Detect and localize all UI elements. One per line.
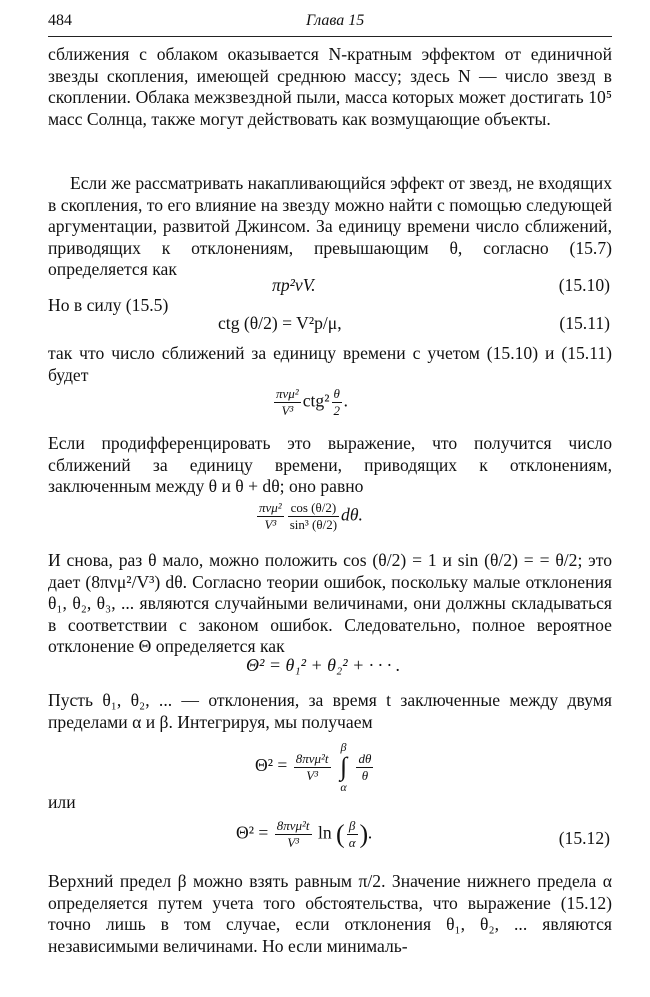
eq-a-ctg: ctg² (302, 390, 330, 411)
equation-15-10-number: (15.10) (558, 275, 610, 295)
eq-1512-num: 8πνμ²t (276, 818, 310, 833)
page-number: 484 (48, 12, 72, 29)
eq-1512-fn: β (347, 818, 358, 835)
eq-1512-end: . (368, 822, 373, 843)
header-rule (48, 36, 612, 37)
paragraph-9: Верхний предел β можно взять равным π/2. Значение нижнего предела α определяется путем учета того обстоятельства, что выражение (15.12) точно лишь в том случае, если отклонения θ₁, θ₂, ... являются независимыми величинами. Но если минималь- (48, 871, 612, 956)
running-header (48, 12, 610, 36)
equation-15-12: Θ² = $\frac{\text{8πνμ²t}}{\text{V³}}$ ln ( $\frac{\beta}{\alpha}$ ). (236, 818, 373, 850)
eq-d-num2: dθ (358, 750, 372, 766)
paragraph-4: так что число сближений за единицу времени с учетом (15.10) и (15.11) будет (48, 343, 612, 385)
paragraph-8: или (48, 792, 76, 812)
eq-a-end: . (344, 390, 349, 411)
equation-integral (255, 740, 375, 794)
eq-b-end: dθ. (341, 504, 363, 525)
equation-15-10 (272, 275, 316, 296)
equation-differential (255, 500, 363, 533)
equation-15-11 (218, 313, 342, 334)
integral-upper-limit: β (340, 740, 347, 754)
eq-a-numerator: πνμ² (276, 386, 299, 401)
integral-symbol-icon: ∫ (339, 752, 348, 781)
eq-1512-den: V³ (287, 835, 300, 850)
equation-15-11-number: (15.11) (559, 313, 610, 333)
eq-d-den: V³ (306, 767, 319, 783)
eq-a-denominator: V³ (281, 403, 294, 418)
integral-sign (340, 740, 347, 794)
eq-d-den2: θ (361, 767, 369, 783)
paragraph-6: И снова, раз θ мало, можно положить cos (θ/2) = 1 и sin (θ/2) = = θ/2; это дает (8πνμ²/V³) dθ. Согласно теории ошибок, поскольку малые отклонения θ₁, θ₂, θ₃, ... являются случайными величинами, они должны складываться в соответствии с законом ошибок. Следовательно, полное вероятное отклонение Θ определяется как (48, 550, 612, 656)
equation-15-11-expr: ctg (θ/2) = V²p/μ, (218, 313, 342, 333)
eq-b-num2: cos (θ/2) (288, 500, 339, 517)
equation-15-10-expr: πp²vV. (272, 275, 316, 295)
eq-b-den1: V³ (264, 517, 277, 532)
equation-ctg-squared (272, 386, 348, 419)
paragraph-5: Если продифференцировать это выражение, что получится число сближений за единицу времени, приводящих к отклонениям, заключенным между θ и θ + dθ; оно равно (48, 433, 612, 496)
eq-b-num1: πνμ² (259, 500, 282, 515)
eq-d-num: 8πνμ²t (295, 750, 329, 766)
paragraph-7: Пусть θ₁, θ₂, ... — отклонения, за время t заключенные между двумя пределами α и β. Интегрируя, мы получаем (48, 690, 612, 732)
eq-d-lhs: Θ² = (255, 755, 288, 776)
paragraph-1: сближения с облаком оказывается N-кратным эффектом от единичной звезды скопления, имеющей среднюю массу; здесь N — число звезд в скоплении. Облака межзвездной пыли, масса которых может достигать 10⁵ масс Солнца, также могут действовать как возмущающие объекты. (48, 44, 612, 129)
equation-theta-sum: Θ² = θ₁² + θ₂² + · · · . (246, 655, 401, 675)
integral-lower-limit: α (340, 780, 347, 794)
eq-1512-ln: ln (317, 822, 332, 843)
paragraph-3: Но в силу (15.5) (48, 295, 169, 315)
eq-1512-fd: α (348, 835, 356, 850)
eq-a-two: 2 (333, 403, 340, 418)
eq-b-den2: sin³ (θ/2) (289, 517, 338, 532)
eq-a-theta: θ (332, 386, 343, 403)
chapter-title: Глава 15 (306, 12, 365, 29)
paragraph-2: Если же рассматривать накапливающийся эффект от звезд, не входящих в скопления, то его влияние на звезду можно найти с помощью следующей аргументации, развитой Джинсом. За единицу времени число сближений, приводящих к отклонениям, превышающим θ, согласно (15.7) определяется как (48, 173, 612, 279)
equation-15-12-number: (15.12) (558, 828, 610, 848)
eq-1512-lhs: Θ² = (236, 822, 269, 843)
